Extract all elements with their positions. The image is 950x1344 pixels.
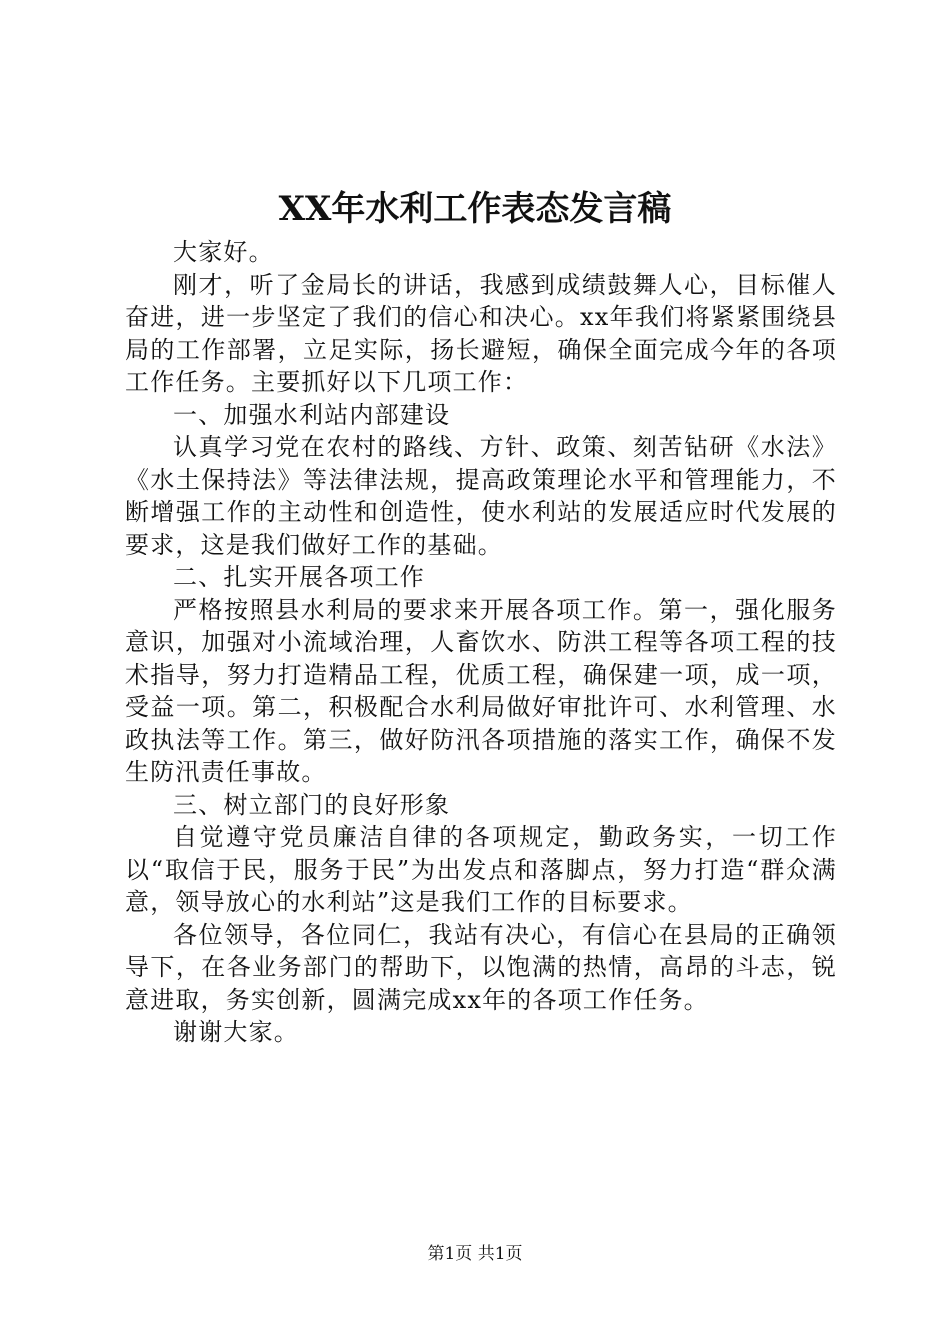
section-heading-2: 二、扎实开展各项工作 xyxy=(173,563,425,591)
paragraph-closing: 各位领导，各位同仁，我站有决心，有信心在县局的正确领导下，在各业务部门的帮助下，以饱满的热情，高昂的斗志，锐意进取，务实创新，圆满完成xx年的各项工作任务。 xyxy=(125,920,837,1014)
document-body xyxy=(125,236,837,1049)
section-heading-3: 三、树立部门的良好形象 xyxy=(173,790,451,819)
page-footer: 第1页 共1页 xyxy=(427,1244,523,1264)
document-title: XX年水利工作表态发言稿 xyxy=(278,189,672,229)
paragraph-section-3: 自觉遵守党员廉洁自律的各项规定，勤政务实，一切工作以“取信于民，服务于民”为出发点和落脚点，努力打造“群众满意，领导放心的水利站”这是我们工作的目标要求。 xyxy=(125,823,837,916)
paragraph-section-1: 认真学习党在农村的路线、方针、政策、刻苦钻研《水法》《水土保持法》等法律法规，提高政策理论水平和管理能力，不断增强工作的主动性和创造性，使水利站的发展适应时代发展的要求，这是我们做好工作的基础。 xyxy=(125,433,837,559)
paragraph-greeting: 大家好。 xyxy=(173,238,274,266)
paragraph-thanks: 谢谢大家。 xyxy=(173,1018,299,1046)
paragraph-intro: 刚才，听了金局长的讲话，我感到成绩鼓舞人心，目标催人奋进，进一步坚定了我们的信心和决心。xx年我们将紧紧围绕县局的工作部署，立足实际，扬长避短，确保全面完成今年的各项工作任务。主要抓好以下几项工作： xyxy=(125,270,837,396)
section-heading-1: 一、加强水利站内部建设 xyxy=(173,400,451,429)
paragraph-section-2: 严格按照县水利局的要求来开展各项工作。第一，强化服务意识，加强对小流域治理，人畜饮水、防洪工程等各项工程的技术指导，努力打造精品工程，优质工程，确保建一项，成一项，受益一项。第二，积极配合水利局做好审批许可、水利管理、水政执法等工作。第三，做好防汛各项措施的落实工作，确保不发生防汛责任事故。 xyxy=(125,595,837,786)
